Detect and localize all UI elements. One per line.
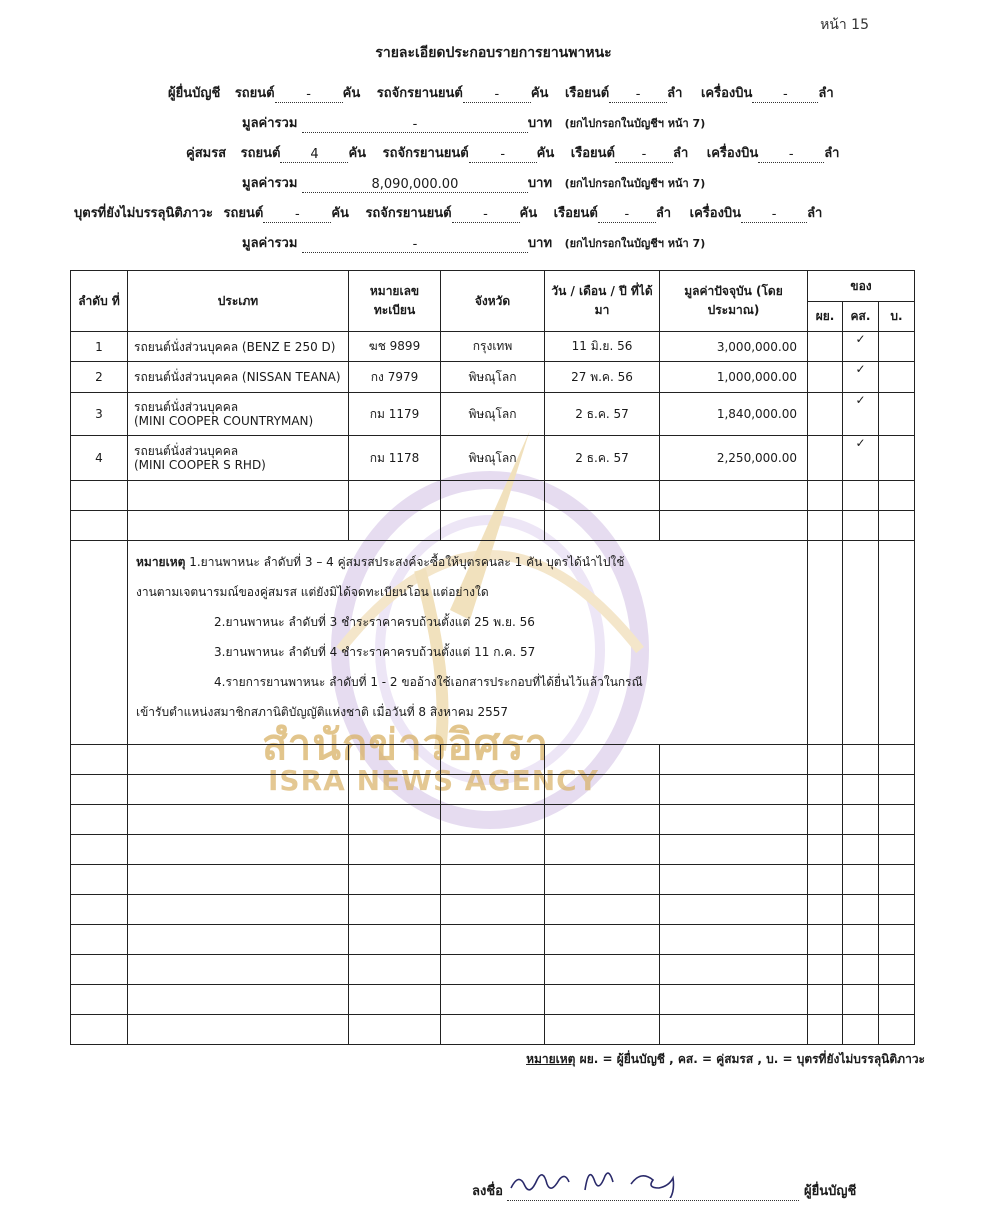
- header-reg: หมายเลข ทะเบียน: [349, 271, 441, 332]
- page-number: หน้า 15: [820, 17, 869, 33]
- table-row: 3 รถยนต์นั่งส่วนบุคคล (MINI COOPER COUNTRYMAN) กม 1179 พิษณุโลก 2 ธ.ค. 57 1,840,000.00 ✓: [71, 393, 915, 436]
- total-value: -: [302, 117, 528, 133]
- table-row: 4 รถยนต์นั่งส่วนบุคคล (MINI COOPER S RHD) กม 1178 พิษณุโลก 2 ธ.ค. 57 2,250,000.00 ✓: [71, 436, 915, 481]
- header-date: วัน / เดือน / ปี ที่ได้มา: [545, 271, 660, 332]
- header-owner-child: บ.: [879, 302, 915, 332]
- legend-text: ผย. = ผู้ยื่นบัญชี , คส. = คู่สมรส , บ. = บุตรที่ยังไม่บรรลุนิติภาวะ: [579, 1052, 925, 1066]
- car-count: 4: [280, 147, 348, 163]
- checkmark-icon: ✓: [843, 362, 879, 393]
- signature-role: ผู้ยื่นบัญชี: [804, 1184, 857, 1199]
- document-title: รายละเอียดประกอบรายการยานพาหนะ: [375, 45, 612, 61]
- motorcycle-count: -: [469, 147, 537, 163]
- declarant-total-spouse: มูลค่ารวม 8,090,000.00 บาท (ยกไปกรอกในบัญชีฯ หน้า 7): [242, 176, 706, 192]
- checkmark-icon: ✓: [843, 332, 879, 362]
- declarant-label: บุตรที่ยังไม่บรรลุนิติภาวะ: [74, 206, 213, 221]
- total-value: -: [302, 237, 528, 253]
- car-count: -: [263, 207, 331, 223]
- motorcycle-count: -: [463, 87, 531, 103]
- declarant-row-self: ผู้ยื่นบัญชี รถยนต์ - คัน รถจักรยานยนต์ - คัน เรือยนต์ - ลำ เครื่องบิน - ลำ: [168, 86, 834, 102]
- watermark-english: ISRA NEWS AGENCY: [268, 764, 599, 797]
- remarks-block: หมายเหตุ 1.ยานพาหนะ ลำดับที่ 3 – 4 คู่สมรสประสงค์จะซื้อให้บุตรคนละ 1 คัน บุตรได้นำไปใช้ งานตามเจตนารมณ์ของคู่สมรส แต่ยังมิได้จดทะเบียนโอน แต่อย่างใด 2.ยานพาหนะ ลำดับที่ 3 ชำระราคาครบถ้วนตั้งแต่ 25 พ.ย. 56 3.ยานพาหนะ ลำดับที่ 4 ชำระราคาครบถ้วนตั้งแต่ 11 ก.ค. 57 4.รายการยานพาหนะ ลำดับที่ 1 - 2 ขออ้างใช้เอกสารประกอบที่ได้ยื่นไว้แล้วในกรณี เข้ารับตำแหน่งสมาชิกสภานิติบัญญัติแห่งชาติ เมื่อวันที่ 8 สิงหาคม 2557: [128, 541, 808, 745]
- declarant-label: คู่สมรส: [186, 146, 227, 161]
- header-province: จังหวัด: [441, 271, 545, 332]
- header-owner-self: ผย.: [808, 302, 843, 332]
- plane-count: -: [752, 87, 818, 103]
- car-count: -: [275, 87, 343, 103]
- vehicle-table: [70, 270, 915, 1045]
- boat-count: -: [615, 147, 673, 163]
- boat-count: -: [598, 207, 656, 223]
- header-owner-spouse: คส.: [843, 302, 879, 332]
- declarant-total-child: มูลค่ารวม - บาท (ยกไปกรอกในบัญชีฯ หน้า 7): [242, 236, 706, 252]
- watermark-thai: สำนักข่าวอิศรา: [262, 720, 550, 769]
- signature-field: [507, 1182, 799, 1201]
- declarant-row-spouse: คู่สมรส รถยนต์ 4 คัน รถจักรยานยนต์ - คัน เรือยนต์ - ลำ เครื่องบิน - ลำ: [186, 146, 840, 162]
- header-type: ประเภท: [128, 271, 349, 332]
- plane-count: -: [741, 207, 807, 223]
- header-no: ลำดับ ที่: [71, 271, 128, 332]
- legend: [526, 1050, 925, 1069]
- declarant-row-child: บุตรที่ยังไม่บรรลุนิติภาวะ รถยนต์ - คัน รถจักรยานยนต์ - คัน เรือยนต์ - ลำ เครื่องบิน - ลำ: [74, 206, 823, 222]
- plane-count: -: [758, 147, 824, 163]
- handwritten-signature-icon: [507, 1164, 707, 1198]
- header-value: มูลค่าปัจจุบัน (โดยประมาณ): [660, 271, 808, 332]
- table-row: 1 รถยนต์นั่งส่วนบุคคล (BENZ E 250 D) ฆช 9899 กรุงเทพ 11 มิ.ย. 56 3,000,000.00 ✓: [71, 332, 915, 362]
- signature-label: ลงชื่อ: [472, 1184, 503, 1199]
- remarks-heading: หมายเหตุ: [136, 555, 186, 569]
- legend-heading: หมายเหตุ: [526, 1052, 576, 1066]
- declarant-total-self: มูลค่ารวม - บาท (ยกไปกรอกในบัญชีฯ หน้า 7): [242, 116, 706, 132]
- motorcycle-count: -: [452, 207, 520, 223]
- declarant-label: ผู้ยื่นบัญชี: [168, 86, 221, 101]
- checkmark-icon: ✓: [843, 436, 879, 481]
- checkmark-icon: ✓: [843, 393, 879, 436]
- total-value: 8,090,000.00: [302, 177, 528, 193]
- boat-count: -: [609, 87, 667, 103]
- table-row: 2 รถยนต์นั่งส่วนบุคคล (NISSAN TEANA) กง 7979 พิษณุโลก 27 พ.ค. 56 1,000,000.00 ✓: [71, 362, 915, 393]
- signature-line: [472, 1180, 856, 1201]
- header-owner: ของ: [808, 271, 915, 302]
